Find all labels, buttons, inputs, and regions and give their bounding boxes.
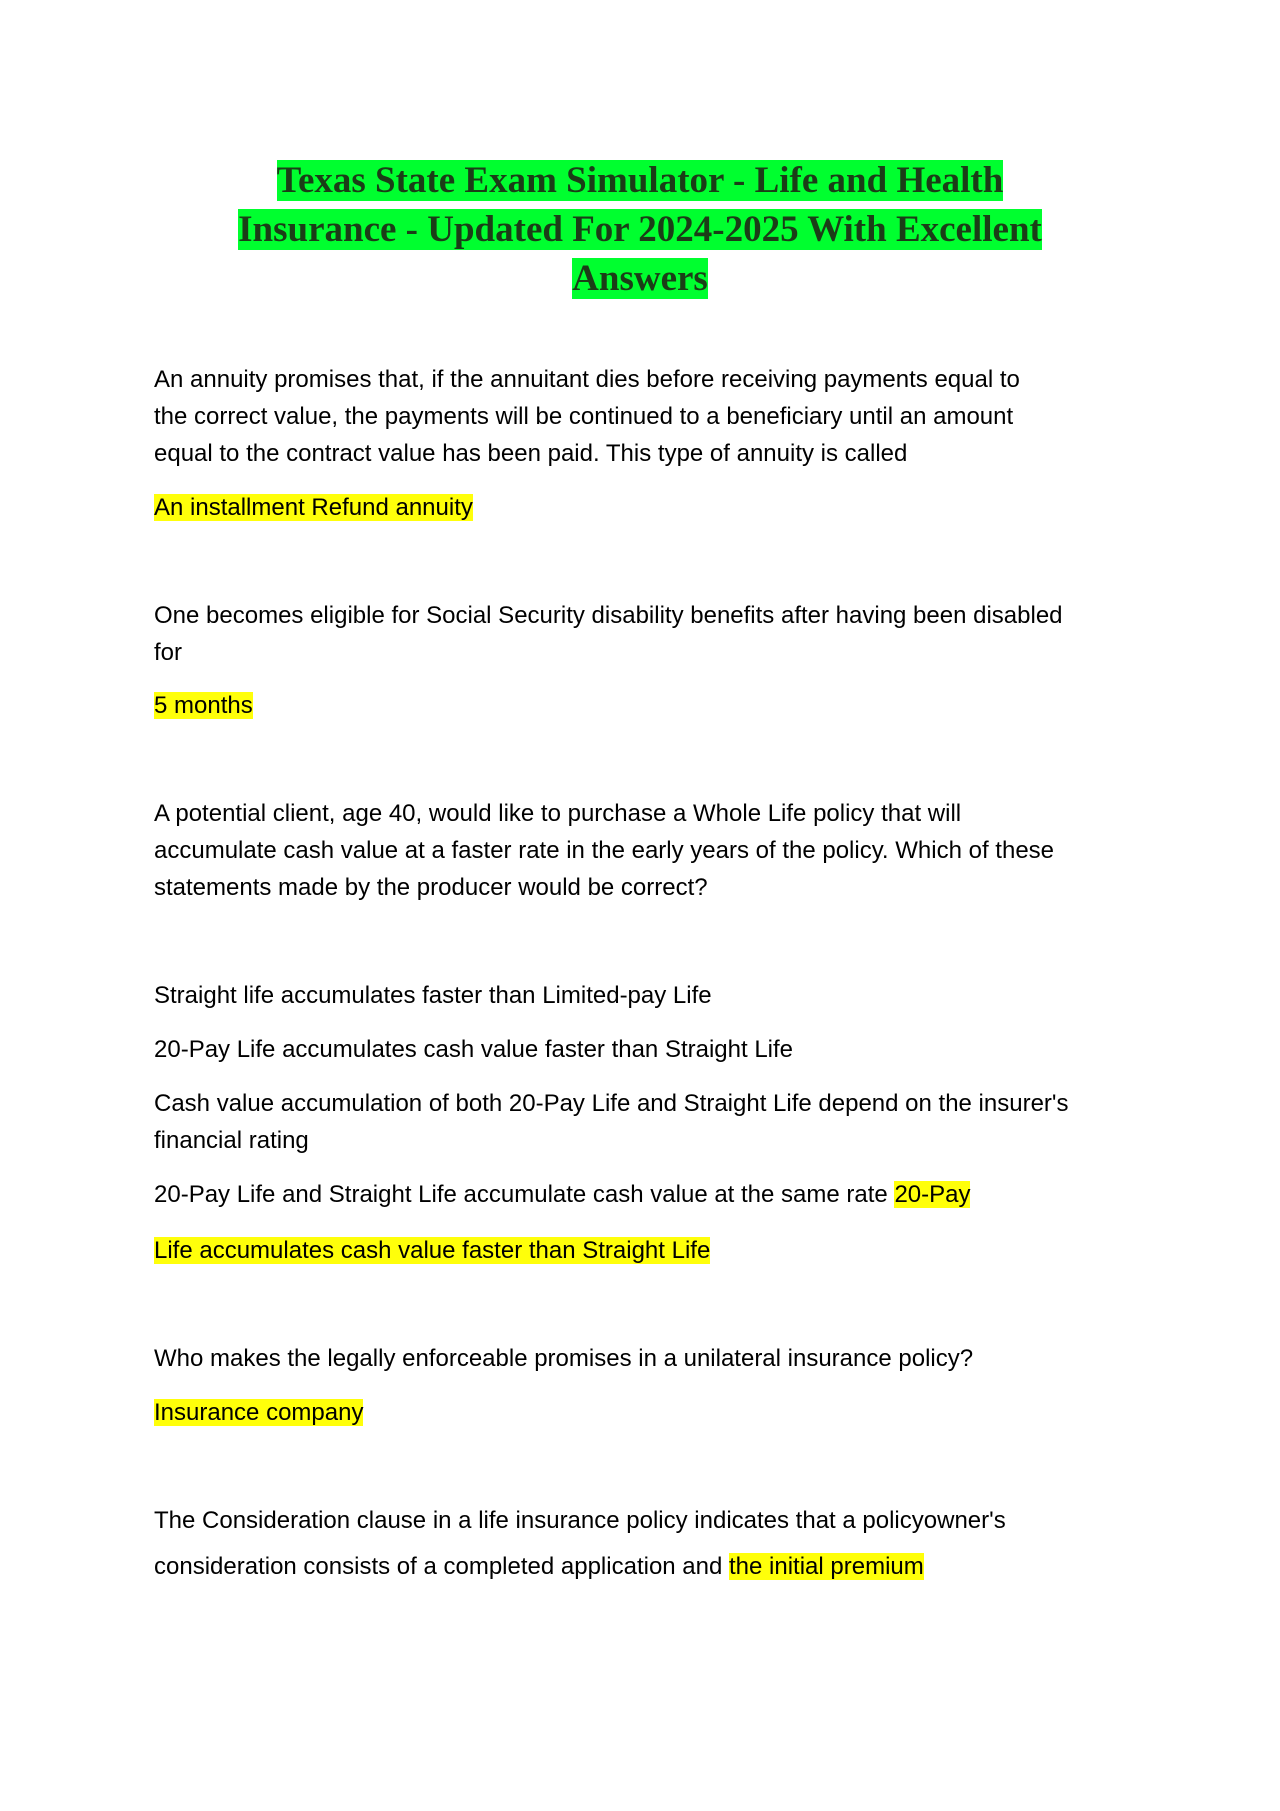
- option-3-line-2: financial rating: [154, 1127, 309, 1154]
- option-3-line-1: Cash value accumulation of both 20-Pay Life and Straight Life depend on the insurer's: [154, 1090, 1069, 1117]
- document-title: [150, 156, 1130, 303]
- question-3-line-2: accumulate cash value at a faster rate in the early years of the policy. Which of these: [154, 837, 1055, 864]
- answer-4: [154, 1394, 1134, 1431]
- option-1: Straight life accumulates faster than Limited-pay Life: [154, 982, 712, 1009]
- answer-3-highlight-part-1: 20-Pay: [894, 1181, 971, 1208]
- option-2: 20-Pay Life accumulates cash value faster than Straight Life: [154, 1036, 794, 1063]
- question-5-line-1: The Consideration clause in a life insurance policy indicates that a policyowner's: [154, 1507, 1006, 1534]
- answer-2-highlight: 5 months: [154, 692, 253, 719]
- title-line-2: Insurance - Updated For 2024-2025 With Excellent: [238, 209, 1042, 250]
- question-2-line-1: One becomes eligible for Social Security disability benefits after having been disabled: [154, 602, 1063, 629]
- question-1-line-1: An annuity promises that, if the annuitant dies before receiving payments equal to: [154, 366, 1020, 393]
- option-4-text: 20-Pay Life and Straight Life accumulate cash value at the same rate: [154, 1181, 895, 1208]
- answer-4-highlight: Insurance company: [154, 1399, 364, 1426]
- option-4: [154, 1176, 1134, 1213]
- answer-1: [154, 489, 1134, 526]
- answer-5-highlight: the initial premium: [729, 1553, 924, 1580]
- question-4: Who makes the legally enforceable promises in a unilateral insurance policy?: [154, 1345, 974, 1372]
- question-1-line-2: the correct value, the payments will be continued to a beneficiary until an amount: [154, 403, 1014, 430]
- answer-3: [154, 1232, 1134, 1269]
- title-line-3: Answers: [572, 258, 708, 299]
- question-3-line-3: statements made by the producer would be correct?: [154, 874, 708, 901]
- answer-1-highlight: An installment Refund annuity: [154, 494, 473, 521]
- question-5-line-2: [154, 1548, 1134, 1585]
- title-line-1: Texas State Exam Simulator - Life and Health: [276, 160, 1004, 201]
- question-2-line-2: for: [154, 639, 183, 666]
- question-3-line-1: A potential client, age 40, would like to purchase a Whole Life policy that will: [154, 800, 962, 827]
- answer-2: [154, 687, 1134, 724]
- question-1-line-3: equal to the contract value has been paid. This type of annuity is called: [154, 440, 908, 467]
- question-5-text: consideration consists of a completed application and: [154, 1553, 730, 1580]
- answer-3-highlight-part-2: Life accumulates cash value faster than Straight Life: [154, 1237, 711, 1264]
